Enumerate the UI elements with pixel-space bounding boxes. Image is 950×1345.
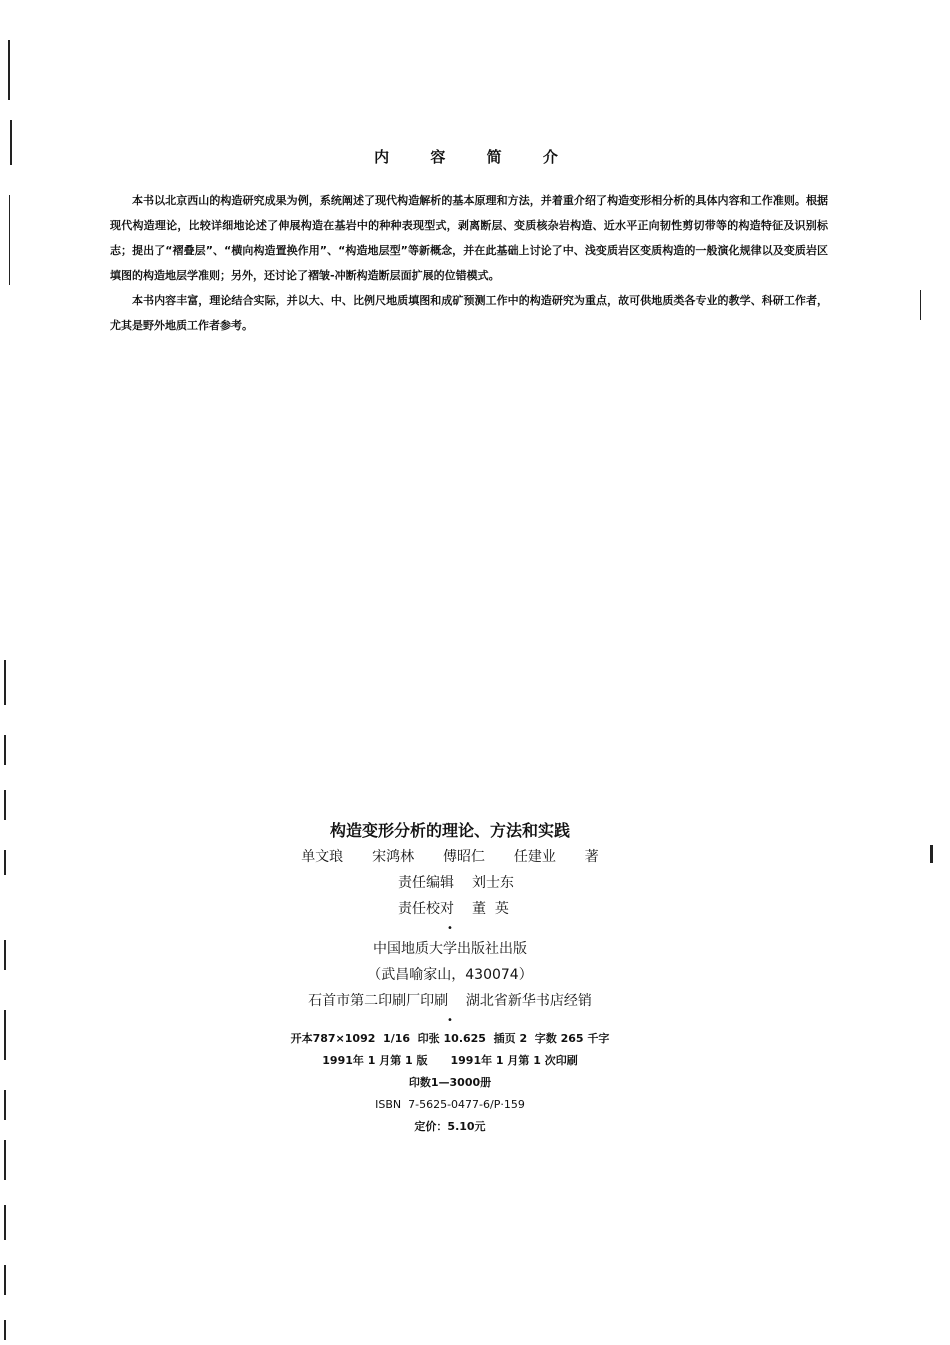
colophon [0, 818, 900, 1138]
scan-edge-mark [4, 790, 6, 820]
scan-edge-mark [920, 290, 921, 320]
summary-paragraph: 本书以北京西山的构造研究成果为例，系统阐述了现代构造解析的基本原理和方法，并着重介绍了构造变形相分析的具体内容和工作准则。根据现代构造理论，比较详细地论述了伸展构造在基岩中的种种表现型式，剥离断层、变质核杂岩构造、近水平正向韧性剪切带等的构造特征及识别标志；提出了“褶叠层”、“横向构造置换作用”、“构造地层型”等新概念，并在此基础上讨论了中、浅变质岩区变质构造的一般演化规律以及变质岩区填图的构造地层学准则；另外，还讨论了褶皱-冲断构造断层面扩展的位错模式。 [110, 194, 828, 282]
scan-edge-mark [9, 195, 10, 285]
scan-edge-mark [4, 1265, 6, 1295]
proof-label: 责任校对 [398, 901, 454, 917]
editor-line [0, 870, 900, 896]
book-title: 构造变形分析的理论、方法和实践 [329, 821, 570, 840]
editor-name: 刘士东 [472, 875, 514, 891]
scan-edge-mark [8, 40, 10, 100]
scan-edge-mark [4, 660, 6, 705]
isbn: ISBN 7-5625-0477-6/P·159 [375, 1098, 525, 1111]
scan-edge-mark [4, 1205, 6, 1240]
price: 定价：5.10元 [414, 1120, 486, 1133]
edition-line: 1991年 1 月第 1 版 1991年 1 月第 1 次印刷 [322, 1054, 578, 1067]
summary-body [110, 188, 828, 338]
publisher-address: （武昌喻家山，430074） [367, 967, 533, 983]
summary-paragraph: 本书内容丰富，理论结合实际，并以大、中、比例尺地质填图和成矿预测工作中的构造研究为重点，故可供地质类各专业的教学、科研工作者，尤其是野外地质工作者参考。 [110, 294, 828, 332]
separator-dot: • [447, 923, 453, 934]
separator-dot: • [447, 1015, 453, 1026]
editor-label: 责任编辑 [398, 875, 454, 891]
scan-edge-mark [4, 735, 6, 765]
proof-name: 董 英 [472, 901, 509, 917]
scan-edge-mark [4, 1320, 6, 1340]
proof-line [0, 896, 900, 922]
summary-heading: 内 容 简 介 [374, 148, 576, 166]
scan-edge-mark [4, 1140, 6, 1180]
print-run: 印数1—3000册 [408, 1076, 492, 1089]
publisher: 中国地质大学出版社出版 [373, 941, 527, 957]
printer-distributor: 石首市第二印刷厂印刷 湖北省新华书店经销 [308, 993, 592, 1009]
authors: 单文琅 宋鸿林 傅昭仁 任建业 著 [301, 849, 599, 865]
scan-edge-mark [930, 845, 933, 863]
format-line: 开本787×1092 1/16 印张 10.625 插页 2 字数 265 千字 [290, 1032, 610, 1045]
